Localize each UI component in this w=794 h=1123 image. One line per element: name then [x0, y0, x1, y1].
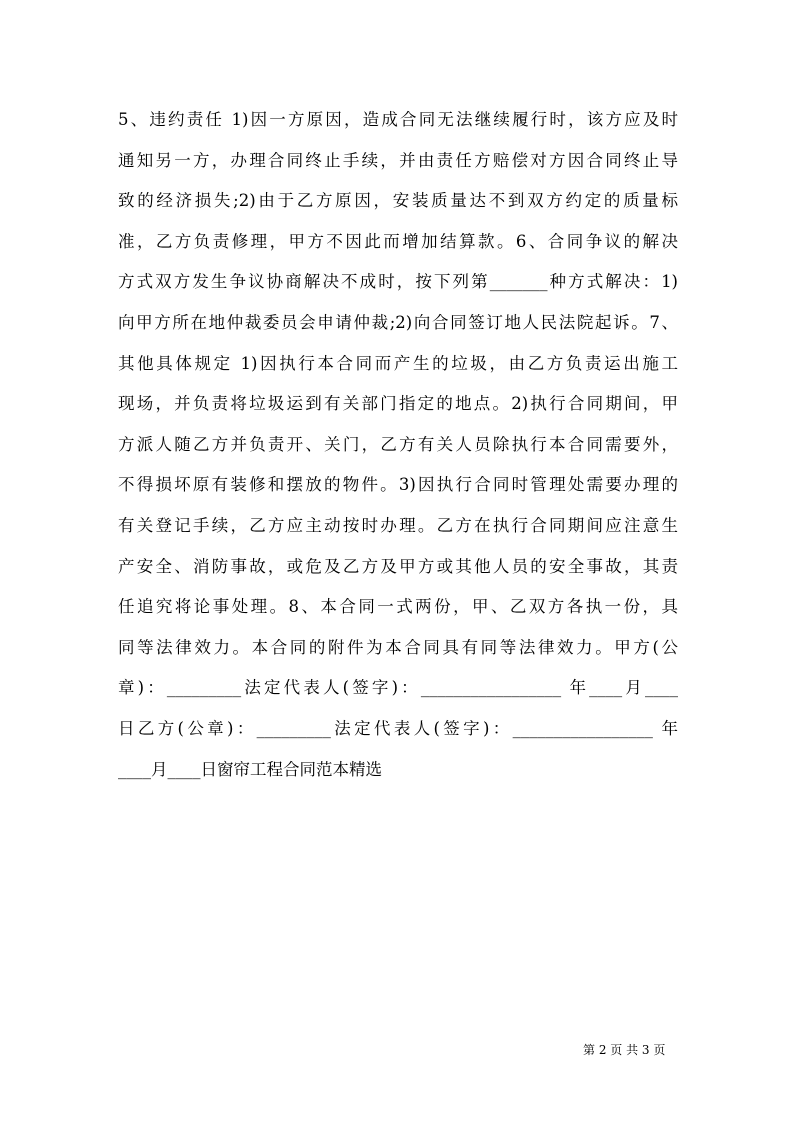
signature-line: 日乙方(公章)：_________法定代表人(签字)：_________________ 年	[118, 718, 678, 738]
text-line: 产安全、消防事故，或危及乙方及甲方或其他人员的安全事故，其责	[118, 556, 678, 576]
text-line: 致的经济损失;2)由于乙方原因，安装质量达不到双方约定的质量标	[118, 191, 678, 211]
text-line: 不得损坏原有装修和摆放的物件。3)因执行合同时管理处需要办理的	[118, 475, 678, 495]
text-line: 向甲方所在地仲裁委员会申请仲裁;2)向合同签订地人民法院起诉。7、	[118, 312, 678, 332]
text-line: 通知另一方，办理合同终止手续，并由责任方赔偿对方因合同终止导	[118, 150, 678, 170]
text-line: 准，乙方负责修理，甲方不因此而增加结算款。6、合同争议的解决	[118, 231, 678, 251]
page-number: 第 2 页 共 3 页	[583, 1043, 666, 1057]
text-line: 现场，并负责将垃圾运到有关部门指定的地点。2)执行合同期间，甲	[118, 394, 678, 414]
text-line: 方式双方发生争议协商解决不成时，按下列第_______种方式解决：1)	[118, 272, 678, 292]
contract-body-text	[118, 100, 678, 790]
signature-line: 章)：_________法定代表人(签字)：_________________ 年____月____	[118, 678, 678, 698]
text-line: 同等法律效力。本合同的附件为本合同具有同等法律效力。甲方(公	[118, 637, 678, 657]
text-line: 方派人随乙方并负责开、关门，乙方有关人员除执行本合同需要外，	[118, 434, 678, 454]
text-line: 5、违约责任 1)因一方原因，造成合同无法继续履行时，该方应及时	[118, 110, 678, 129]
text-line: 任追究将论事处理。8、本合同一式两份，甲、乙双方各执一份，具	[118, 597, 678, 617]
text-line-final: ____月____日窗帘工程合同范本精选	[118, 759, 382, 779]
text-line: 有关登记手续，乙方应主动按时办理。乙方在执行合同期间应注意生	[118, 515, 678, 535]
text-line: 其他具体规定 1)因执行本合同而产生的垃圾，由乙方负责运出施工	[118, 353, 678, 373]
